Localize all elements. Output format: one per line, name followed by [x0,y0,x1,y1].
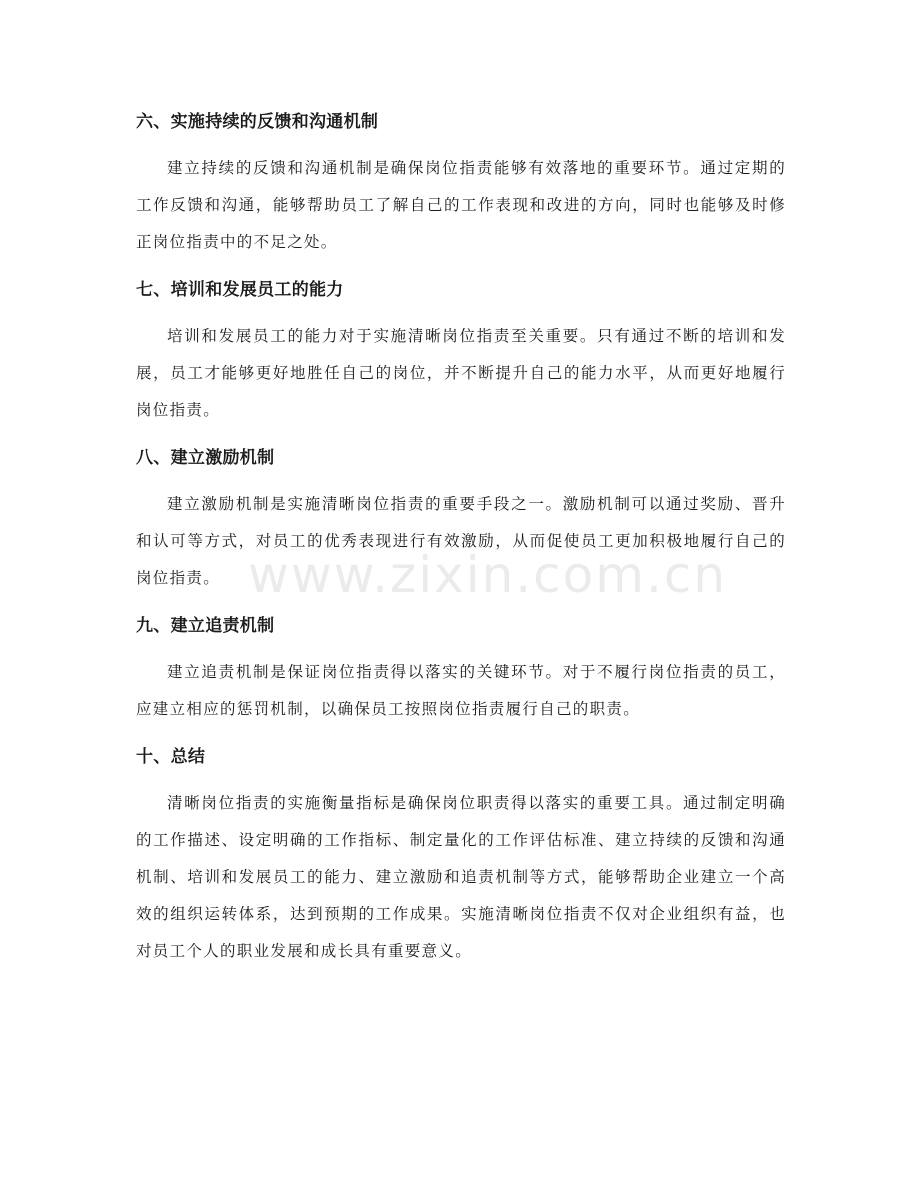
section-heading: 六、实施持续的反馈和沟通机制 [136,112,379,132]
section-paragraph: 清晰岗位指责的实施衡量指标是确保岗位职责得以落实的重要工具。通过制定明确的工作描述、设定明确的工作指标、制定量化的工作评估标准、建立持续的反馈和沟通机制、培训和发展员工的能力、建立激励和追责机制等方式，能够帮助企业建立一个高效的组织运转体系，达到预期的工作成果。实施清晰岗位指责不仅对企业组织有益，也对员工个人的职业发展和成长具有重要意义。 [136,794,786,960]
section-heading: 七、培训和发展员工的能力 [136,280,344,300]
section-feedback [136,104,786,261]
section-summary [136,739,786,970]
watermark-text: www.zixin.com.cn [248,546,728,604]
section-paragraph: 建立持续的反馈和沟通机制是确保岗位指责能够有效落地的重要环节。通过定期的工作反馈和沟通，能够帮助员工了解自己的工作表现和改进的方向，同时也能够及时修正岗位指责中的不足之处。 [136,159,786,251]
section-heading: 八、建立激励机制 [136,448,275,468]
section-paragraph: 建立追责机制是保证岗位指责得以落实的关键环节。对于不履行岗位指责的员工，应建立相应的惩罚机制，以确保员工按照岗位指责履行自己的职责。 [136,663,786,718]
document-content [136,104,786,981]
section-training [136,272,786,429]
section-paragraph: 建立激励机制是实施清晰岗位指责的重要手段之一。激励机制可以通过奖励、晋升和认可等方式，对员工的优秀表现进行有效激励，从而促使员工更加积极地履行自己的岗位指责。 [136,495,786,587]
section-heading: 九、建立追责机制 [136,616,275,636]
section-paragraph: 培训和发展员工的能力对于实施清晰岗位指责至关重要。只有通过不断的培训和发展，员工才能够更好地胜任自己的岗位，并不断提升自己的能力水平，从而更好地履行岗位指责。 [136,327,786,419]
section-incentive [136,440,786,597]
section-heading: 十、总结 [136,747,206,767]
section-accountability [136,608,786,728]
